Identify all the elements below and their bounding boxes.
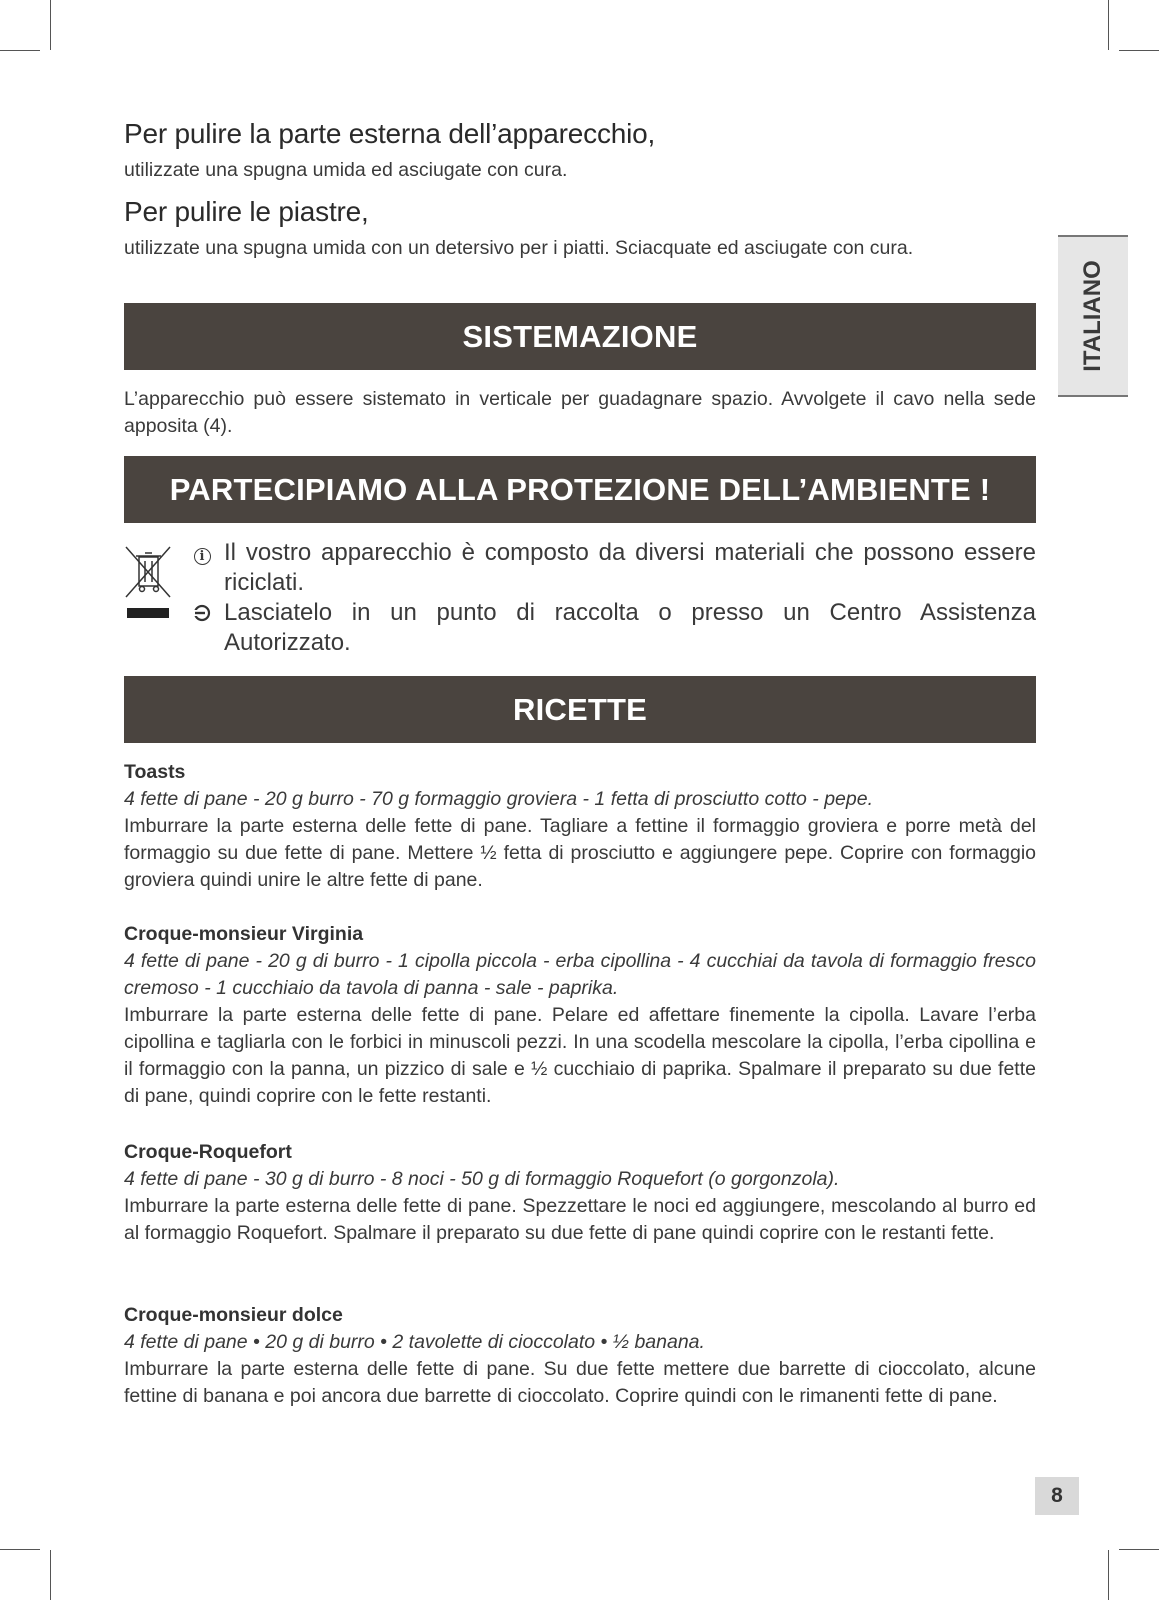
recipe-toasts [124, 759, 1036, 894]
arrow-right-icon [190, 598, 214, 636]
info-icon: i [190, 538, 214, 568]
page-number: 8 [1035, 1477, 1079, 1515]
recipe-name: Toasts [124, 761, 186, 783]
crop-mark [0, 1549, 40, 1550]
recipe-steps: Imburrare la parte esterna delle fette di pane. Spezzettare le noci ed aggiungere, mescolando al burro ed al formaggio Roquefort. Spalmare il preparato su due fette di pane quindi coprire con le restanti fette. [124, 1195, 1036, 1244]
environment-list [190, 538, 1036, 658]
exterior-cleaning-text: utilizzate una spugna umida ed asciugate con cura. [124, 159, 568, 181]
exterior-cleaning-heading: Per pulire la parte esterna dell’apparecchio, [124, 118, 656, 149]
environment-item-recycle [190, 538, 1036, 598]
storage-text: L’apparecchio può essere sistemato in verticale per guadagnare spazio. Avvolgete il cavo nella sede apposita (4). [124, 388, 1036, 437]
crop-mark [0, 50, 40, 51]
environment-section-title: PARTECIPIAMO ALLA PROTEZIONE DELL’AMBIENTE ! [124, 456, 1036, 523]
recipe-ingredients: 4 fette di pane • 20 g di burro • 2 tavolette di cioccolato • ½ banana. [124, 1331, 705, 1353]
crop-mark [50, 0, 51, 50]
recipe-name: Croque-Roquefort [124, 1141, 292, 1163]
environment-item-text: Lasciatelo in un punto di raccolta o presso un Centro Assistenza Autorizzato. [224, 599, 1036, 656]
recipe-croque-roquefort [124, 1139, 1036, 1247]
crop-mark [50, 1550, 51, 1600]
recipe-croque-virginia [124, 921, 1036, 1110]
language-tab [1058, 235, 1128, 397]
recipe-name: Croque-monsieur Virginia [124, 923, 364, 945]
language-tab-label: ITALIANO [1079, 260, 1106, 372]
plates-cleaning-text: utilizzate una spugna umida con un detersivo per i piatti. Sciacquate ed asciugate con cura. [124, 237, 914, 259]
crop-mark [1108, 0, 1109, 50]
crop-mark [1119, 50, 1159, 51]
recipe-steps: Imburrare la parte esterna delle fette di pane. Su due fette mettere due barrette di cioccolato, alcune fettine di banana e poi ancora due barrette di cioccolato. Coprire quindi con le rimanenti fette di pane. [124, 1358, 1036, 1407]
recipe-ingredients: 4 fette di pane - 20 g burro - 70 g formaggio groviera - 1 fetta di prosciutto cotto - pepe. [124, 788, 874, 810]
crop-mark [1108, 1550, 1109, 1600]
crop-mark [1119, 1549, 1159, 1550]
recipe-croque-dolce [124, 1302, 1036, 1410]
environment-item-text: Il vostro apparecchio è composto da diversi materiali che possono essere riciclati. [224, 539, 1036, 596]
recipe-name: Croque-monsieur dolce [124, 1304, 343, 1326]
plates-cleaning-heading: Per pulire le piastre, [124, 196, 369, 227]
crossed-bin-icon [124, 545, 174, 623]
recipe-ingredients: 4 fette di pane - 30 g di burro - 8 noci - 50 g di formaggio Roquefort (o gorgonzola). [124, 1168, 840, 1190]
recipe-steps: Imburrare la parte esterna delle fette di pane. Tagliare a fettine il formaggio groviera e porre metà del formaggio su due fette di pane. Mettere ½ fetta di prosciutto e aggiungere pepe. Coprire con formaggio groviera quindi unire le altre fette di pane. [124, 815, 1036, 891]
storage-section-title: SISTEMAZIONE [124, 303, 1036, 370]
recipe-ingredients: 4 fette di pane - 20 g di burro - 1 cipolla piccola - erba cipollina - 4 cucchiai da tavola di formaggio fresco cremoso - 1 cucchiaio da tavola di panna - sale - paprika. [124, 950, 1036, 999]
environment-item-collection [190, 598, 1036, 658]
recipes-section-title: RICETTE [124, 676, 1036, 743]
recipe-steps: Imburrare la parte esterna delle fette di pane. Pelare ed affettare finemente la cipolla. Lavare l’erba cipollina e tagliarla con le forbici in minuscoli pezzi. In una scodella mescolare la cipolla, l’erba cipollina e il formaggio con la panna, un pizzico di sale e ½ cucchiaio di paprika. Spalmare il preparato su due fette di pane, quindi coprire con le fette restanti. [124, 1004, 1036, 1107]
